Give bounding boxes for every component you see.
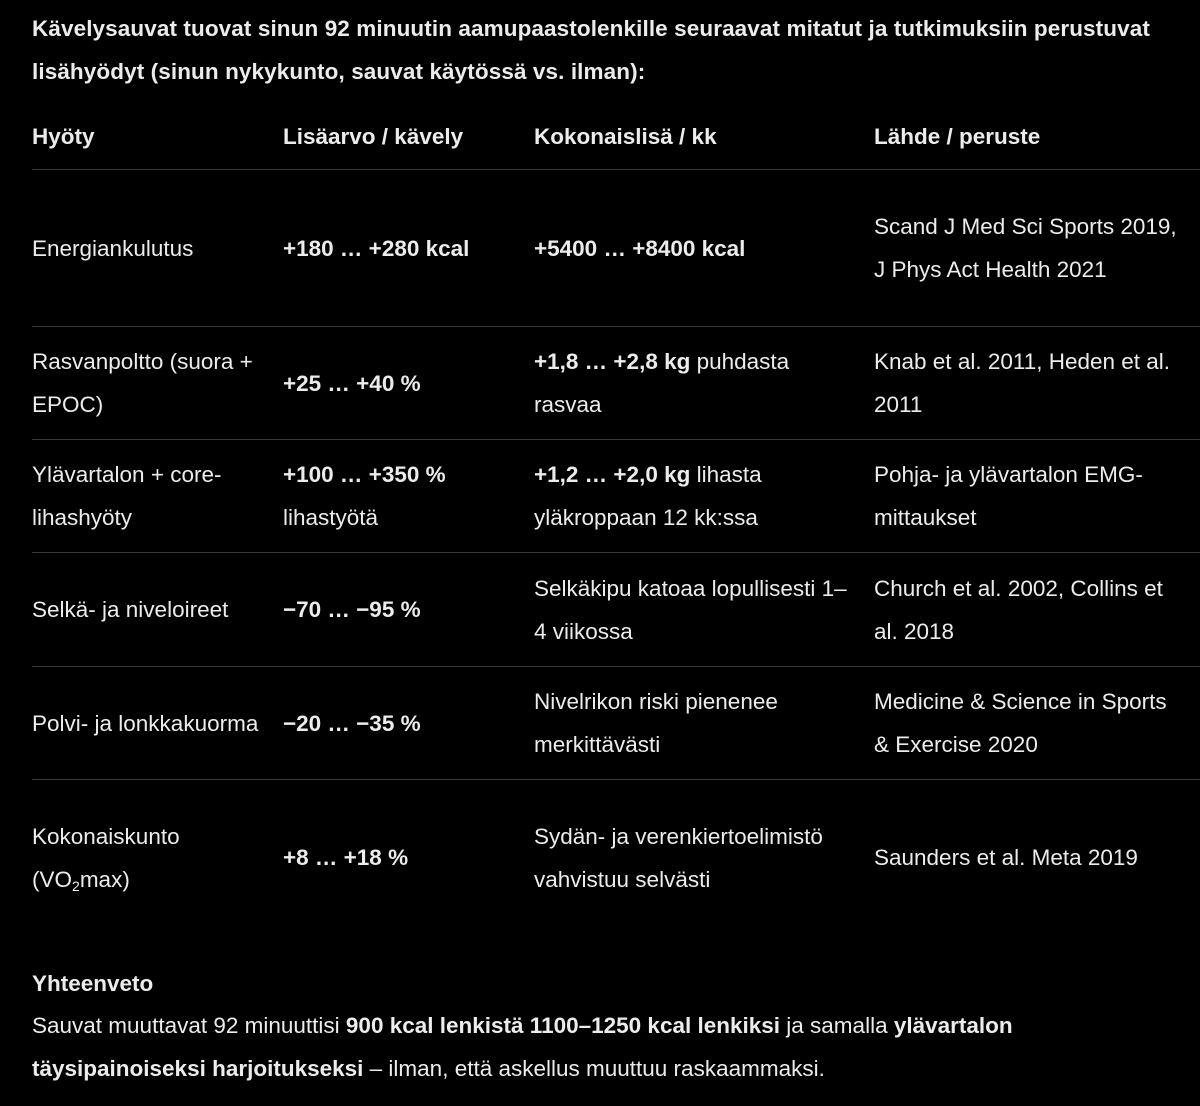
table-row	[32, 553, 1200, 667]
cell-benefit: Polvi- ja lonkkakuorma	[32, 667, 283, 780]
cell-value	[283, 170, 534, 327]
total-rest: puhdasta rasvaa	[534, 349, 790, 417]
intro-text: Kävelysauvat tuovat sinun 92 minuutin aamupaastolenkille seuraavat mitatut ja tutkimuksiin perustuvat lisähyödyt (sinun nykykunto, sauvat käytössä vs. ilman):	[32, 16, 1150, 84]
benefit-subscript: 2	[72, 877, 80, 894]
benefits-table	[32, 105, 1200, 936]
value-bold: +25 … +40 %	[283, 370, 421, 396]
cell-total: Selkäkipu katoaa lopullisesti 1–4 viikossa	[534, 553, 874, 667]
cell-benefit: Rasvanpoltto (suora + EPOC)	[32, 327, 283, 440]
header-source: Lähde / peruste	[874, 105, 1200, 170]
benefit-main: Kokonaiskunto (VO	[32, 823, 180, 892]
header-total-per-month: Kokonaislisä / kk	[534, 105, 874, 170]
cell-total	[534, 440, 874, 553]
total-bold: +1,8 … +2,8 kg	[534, 349, 691, 374]
table-row	[32, 327, 1200, 440]
cell-source: Medicine & Science in Sports & Exercise 2020	[874, 667, 1200, 780]
header-benefit: Hyöty	[32, 105, 283, 170]
value-bold: −20 … −35 %	[283, 710, 421, 736]
summary-part1: Sauvat muuttavat 92 minuuttisi	[32, 1012, 346, 1038]
summary-title: Yhteenveto	[32, 970, 154, 996]
cell-benefit: Energiankulutus	[32, 170, 283, 327]
value-rest: lihastyötä	[283, 505, 379, 530]
cell-total: Sydän- ja verenkiertoelimistö vahvistuu selvästi	[534, 823, 823, 892]
cell-value	[283, 553, 534, 667]
total-rest: lihasta yläkroppaan 12 kk:ssa	[534, 462, 762, 530]
cell-source: Scand J Med Sci Sports 2019, J Phys Act Health 2021	[874, 170, 1200, 327]
table-row	[32, 667, 1200, 780]
cell-benefit: Ylävartalon + core-lihashyöty	[32, 440, 283, 553]
value-bold: +180 … +280 kcal	[283, 235, 470, 261]
cell-total	[534, 327, 874, 440]
cell-source: Church et al. 2002, Collins et al. 2018	[874, 553, 1200, 667]
cell-source: Saunders et al. Meta 2019	[874, 845, 1138, 871]
table-row	[32, 780, 1200, 936]
cell-benefit	[32, 780, 283, 936]
header-value-per-walk: Lisäarvo / kävely	[283, 105, 534, 170]
cell-value	[283, 440, 534, 553]
summary-part2: ja samalla	[780, 1012, 894, 1038]
cell-benefit: Selkä- ja niveloireet	[32, 553, 283, 667]
table-row	[32, 440, 1200, 553]
value-bold: +100 … +350 %	[283, 462, 446, 487]
cell-total	[534, 170, 874, 327]
table-row	[32, 170, 1200, 327]
benefit-tail: max)	[79, 866, 130, 892]
summary-text	[32, 1004, 1152, 1090]
cell-source: Pohja- ja ylävartalon EMG-mittaukset	[874, 440, 1200, 553]
summary-part3: – ilman, että askellus muuttuu raskaammaksi.	[363, 1055, 825, 1081]
cell-total: Nivelrikon riski pienenee merkittävästi	[534, 667, 874, 780]
summary-bold1: 900 kcal lenkistä 1100–1250 kcal lenkiksi	[345, 1012, 781, 1038]
cell-source: Knab et al. 2011, Heden et al. 2011	[874, 327, 1200, 440]
total-bold: +1,2 … +2,0 kg	[534, 462, 691, 487]
total-bold: +5400 … +8400 kcal	[534, 235, 746, 261]
cell-value	[283, 327, 534, 440]
summary-bold2: ylävartalon täysipainoiseksi harjoitukseksi	[32, 1012, 1013, 1081]
cell-value	[283, 667, 534, 780]
table-header-row	[32, 105, 1200, 170]
cell-value	[283, 780, 534, 936]
value-bold: −70 … −95 %	[283, 597, 421, 622]
value-bold: +8 … +18 %	[283, 845, 409, 871]
